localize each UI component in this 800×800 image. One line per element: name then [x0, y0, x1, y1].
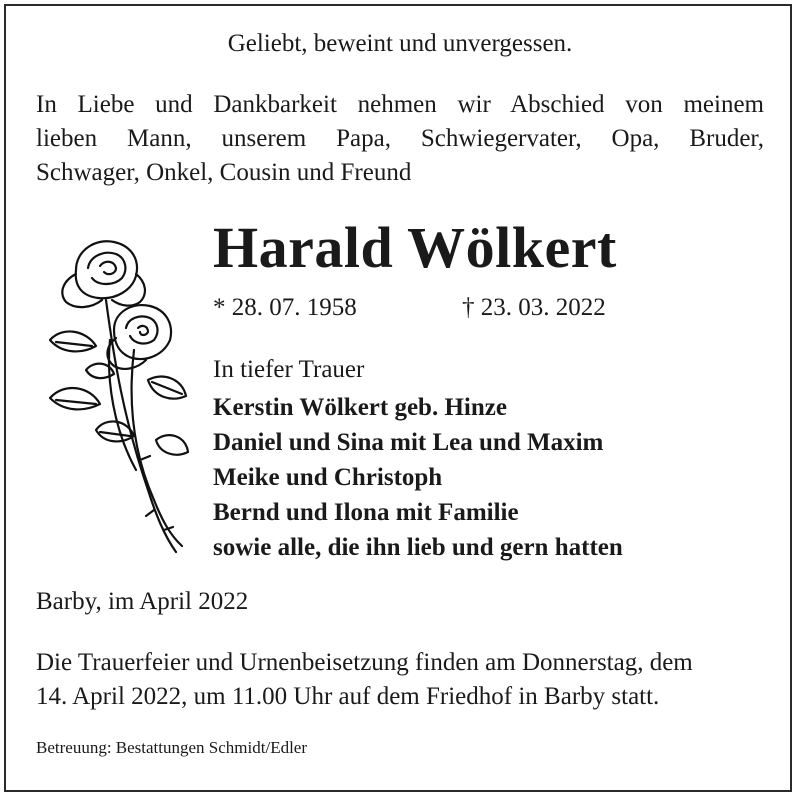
intro-line: In Liebe und Dankbarkeit nehmen wir Abschied von meinem: [36, 91, 764, 118]
ceremony-text: [36, 646, 693, 714]
ceremony-line: Die Trauerfeier und Urnenbeisetzung finden am Donnerstag, dem: [36, 649, 693, 676]
mourner-list: [213, 390, 623, 565]
mourner-name: Kerstin Wölkert geb. Hinze: [213, 394, 507, 421]
funeral-home-credit: Betreuung: Bestattungen Schmidt/Edler: [36, 738, 308, 757]
ceremony-line: 14. April 2022, um 11.00 Uhr auf dem Friedhof in Barby statt.: [36, 683, 660, 710]
mourner-name: Daniel und Sina mit Lea und Maxim: [213, 429, 604, 456]
intro-line: Schwager, Onkel, Cousin und Freund: [36, 159, 412, 186]
intro-text: [36, 88, 764, 190]
mourner-name: Meike und Christoph: [213, 464, 443, 491]
motto: Geliebt, beweint und unvergessen.: [227, 30, 573, 57]
rose-icon: [36, 230, 196, 560]
mourning-intro: In tiefer Trauer: [213, 356, 365, 383]
intro-line: lieben Mann, unserem Papa, Schwiegervater, Opa, Bruder,: [36, 125, 764, 152]
place-date: Barby, im April 2022: [36, 588, 249, 615]
mourner-name: sowie alle, die ihn lieb und gern hatten: [213, 534, 623, 561]
death-date: † 23. 03. 2022: [462, 294, 606, 321]
mourner-name: Bernd und Ilona mit Familie: [213, 499, 519, 526]
birth-date: * 28. 07. 1958: [213, 294, 357, 321]
deceased-name: Harald Wölkert: [213, 215, 617, 280]
